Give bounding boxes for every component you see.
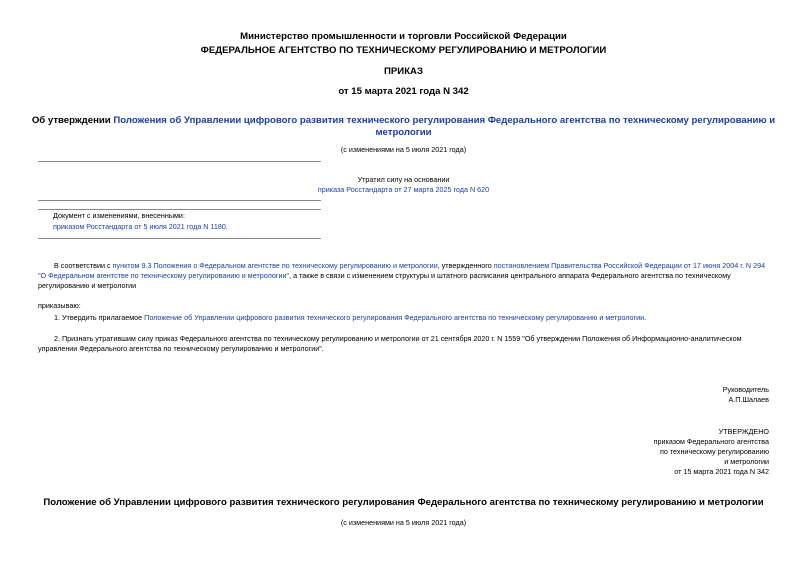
regulation-title: Положение об Управлении цифрового развития технического регулирования Федерального агентства по техническому регулированию и метрологии <box>43 497 764 508</box>
lost-force-label: Утратил силу на основании <box>357 175 450 184</box>
divider <box>38 209 321 210</box>
item-1-end: . <box>644 313 647 322</box>
title-regulation-link-cont[interactable]: метрологии <box>375 127 432 138</box>
preamble-line2 <box>38 271 769 281</box>
preamble-text: , а также в связи с изменением структуры и штатного расписания центрального аппарата Федерального агентства по техническому <box>289 271 731 280</box>
signature-name: А.П.Шалаев <box>728 395 769 404</box>
changes-link[interactable]: приказом Росстандарта от 5 июля 2021 года N 1180 <box>53 222 226 231</box>
approved-line4: от 15 марта 2021 года N 342 <box>674 467 769 476</box>
preamble-text: , утвержденного <box>437 261 494 270</box>
amendment-note: (с изменениями на 5 июля 2021 года) <box>340 145 467 154</box>
divider <box>38 200 321 201</box>
item-1-text: 1. Утвердить прилагаемое <box>54 313 145 322</box>
approved-word: УТВЕРЖДЕНО <box>718 427 769 436</box>
preamble-link-clause[interactable]: пунктом 9.3 Положения о Федеральном агентстве по техническому регулированию и метрологии <box>112 261 438 270</box>
preamble-line3: регулированию и метрологии <box>38 281 137 290</box>
item-1 <box>54 313 646 323</box>
item-2-line1: 2. Признать утратившим силу приказ Федерального агентства по техническому регулированию и метрологии от 21 сентября 2020 г. N 1559 "Об утверждении Положения об Информационно-аналитическом <box>54 334 742 343</box>
preamble-line1 <box>54 261 765 271</box>
preamble-link-decree-title[interactable]: "О Федеральном агентстве по техническому регулированию и метрологии" <box>38 271 290 280</box>
divider <box>38 161 321 162</box>
approved-line2: по техническому регулированию <box>659 447 769 456</box>
title-regulation-link[interactable]: Положения об Управлении цифрового развития технического регулирования Федерального агентства по техническому регулированию и <box>113 115 776 126</box>
item-2-line2: управлении Федерального агентства по техническому регулированию и метрологии". <box>38 344 324 353</box>
orders-word: приказываю: <box>38 301 81 310</box>
order-title <box>20 115 787 139</box>
agency-name: ФЕДЕРАЛЬНОЕ АГЕНТСТВО ПО ТЕХНИЧЕСКОМУ РЕГУЛИРОВАНИЮ И МЕТРОЛОГИИ <box>200 45 607 56</box>
signature-position: Руководитель <box>722 385 769 394</box>
regulation-amendment-note: (с изменениями на 5 июля 2021 года) <box>340 518 467 527</box>
preamble-text: В соответствии с <box>54 261 113 270</box>
divider <box>38 238 321 239</box>
lost-force-link[interactable]: приказа Росстандарта от 27 марта 2025 года N 620 <box>317 185 490 194</box>
item-1-regulation-link[interactable]: Положение об Управлении цифрового развития технического регулирования Федерального агентства по техническому регулированию и метрологии <box>144 313 645 322</box>
approved-line1: приказом Федерального агентства <box>653 437 769 446</box>
preamble-link-decree[interactable]: постановлением Правительства Российской Федерации от 17 июня 2004 г. N 294 <box>493 261 766 270</box>
changes-line <box>53 222 228 232</box>
changes-end: . <box>225 222 228 231</box>
changes-label: Документ с изменениями, внесенными: <box>53 211 185 220</box>
doc-type: ПРИКАЗ <box>384 66 423 77</box>
order-date-number: от 15 марта 2021 года N 342 <box>338 86 469 97</box>
approved-line3: и метрологии <box>724 457 769 466</box>
ministry-name: Министерство промышленности и торговли Российской Федерации <box>240 31 567 42</box>
title-prefix: Об утверждении <box>31 115 114 126</box>
